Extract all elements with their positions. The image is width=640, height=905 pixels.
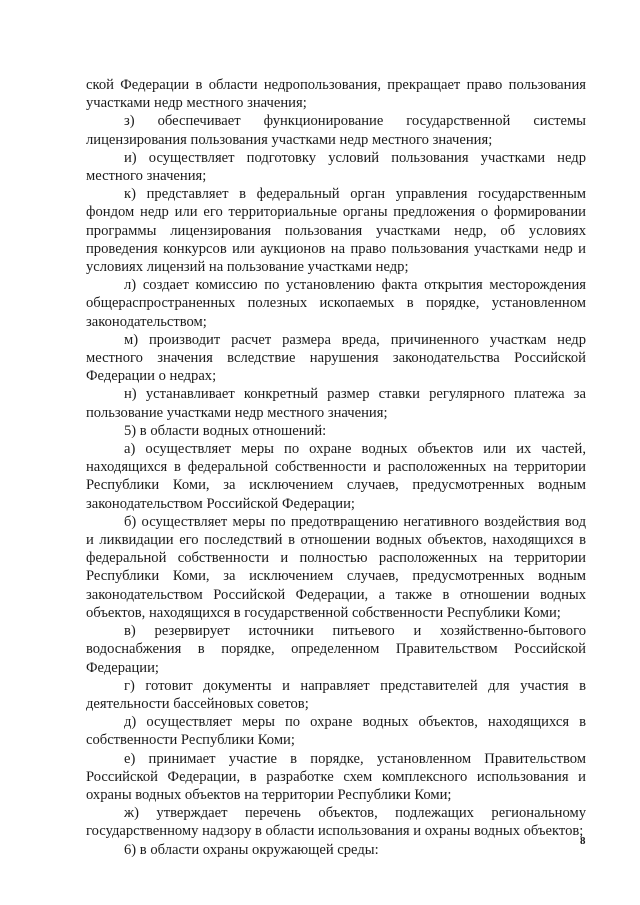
page-number: 8 xyxy=(580,835,586,847)
paragraph-item-n: н) устанавливает конкретный размер ставки регулярного платежа за пользование участками недр местного значения; xyxy=(86,386,586,421)
paragraph-item-z: з) обеспечивает функционирование государственной системы лицензирования пользования участками недр местного значения; xyxy=(86,113,586,148)
paragraph-item-e: е) принимает участие в порядке, установленном Правительством Российской Федерации, в разработке схем комплексного использования и охраны водных объектов на территории Республики Коми; xyxy=(86,750,586,803)
paragraph-item-k: к) представляет в федеральный орган управления государственным фондом недр или его территориальные органы предложения о формировании программы лицензирования пользования участками недр, об условиях проведения конкурсов или аукционов на право пользования участками недр и условиях лицензий на пользование участками недр; xyxy=(86,186,586,276)
paragraph-item-v: в) резервирует источники питьевого и хозяйственно-бытового водоснабжения в порядке, определенном Правительством Российской Федерации; xyxy=(86,623,586,676)
section-heading-environment: 6) в области охраны окружающей среды: xyxy=(124,841,379,858)
paragraph-continuation: ской Федерации в области недропользования, прекращает право пользования участками недр местного значения; xyxy=(86,77,586,112)
document-body xyxy=(86,76,586,859)
paragraph-item-l: л) создает комиссию по установлению факта открытия месторождения общераспространенных полезных ископаемых в порядке, установленном законодательством; xyxy=(86,277,586,330)
paragraph-item-d: д) осуществляет меры по охране водных объектов, находящихся в собственности Республики Коми; xyxy=(86,714,586,749)
paragraph-item-m: м) производит расчет размера вреда, причиненного участкам недр местного значения вследствие нарушения законодательства Российской Федерации о недрах; xyxy=(86,331,586,385)
paragraph-item-i: и) осуществляет подготовку условий пользования участками недр местного значения; xyxy=(86,149,586,185)
paragraph-item-zh: ж) утверждает перечень объектов, подлежащих региональному государственному надзору в области использования и охраны водных объектов; xyxy=(86,805,586,840)
paragraph-item-g: г) готовит документы и направляет представителей для участия в деятельности бассейновых советов; xyxy=(86,677,586,712)
paragraph-item-a: а) осуществляет меры по охране водных объектов или их частей, находящихся в федеральной собственности и расположенных на территории Республики Коми, за исключением случаев, предусмотренных водным законодательством Российской Федерации; xyxy=(86,441,586,512)
paragraph-item-b: б) осуществляет меры по предотвращению негативного воздействия вод и ликвидации его последствий в отношении водных объектов, находящихся в федеральной собственности и полностью расположенных на территории Республики Коми, за исключением случаев, предусмотренных водным законодательством Российской Федерации, а также в отношении водных объектов, находящихся в государственной собственности Республики Коми; xyxy=(86,513,586,621)
section-heading-water: 5) в области водных отношений: xyxy=(124,422,327,439)
